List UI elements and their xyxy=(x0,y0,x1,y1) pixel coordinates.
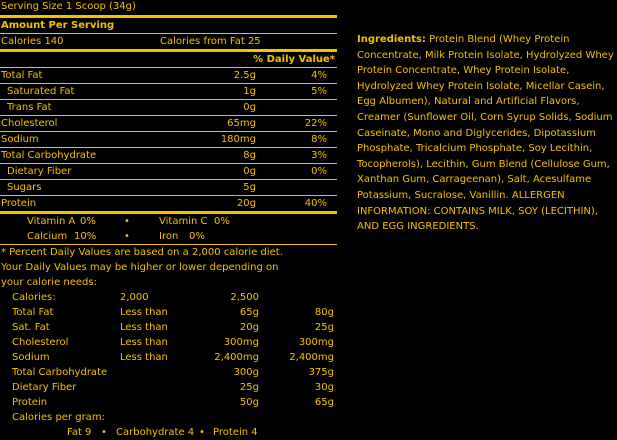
calories-from-fat: Calories from Fat 25 xyxy=(160,36,261,47)
protein-per-gram: Protein 4 xyxy=(213,427,258,438)
nutrient-daily-value: 3% xyxy=(311,150,327,161)
reference-table xyxy=(0,290,337,410)
reference-cell: 50g xyxy=(239,397,259,408)
reference-cell: 20g xyxy=(239,322,259,333)
amount-per-serving: Amount Per Serving xyxy=(1,20,115,31)
nutrient-label: Dietary Fiber xyxy=(7,166,72,177)
reference-cell: 2,400mg xyxy=(289,352,334,363)
calories-per-gram-label: Calories per gram: xyxy=(12,412,105,423)
footnote-line: Your Daily Values may be higher or lower depending on xyxy=(1,262,279,273)
nutrient-daily-value: 22% xyxy=(304,118,327,129)
reference-cell: 300mg xyxy=(298,337,334,348)
footnote-line: * Percent Daily Values are based on a 2,000 calorie diet. xyxy=(1,247,283,258)
reference-cell: 2,400mg xyxy=(214,352,259,363)
nutrient-label: Sodium xyxy=(1,134,39,145)
reference-row xyxy=(0,290,337,305)
nutrient-row xyxy=(0,67,337,83)
nutrient-label: Cholesterol xyxy=(1,118,58,129)
daily-value-header: % Daily Value* xyxy=(0,51,337,67)
nutrient-amount: 0g xyxy=(243,166,256,177)
nutrient-label: Total Fat xyxy=(1,70,43,81)
nutrient-daily-value: 40% xyxy=(304,198,327,209)
calories-per-gram-row xyxy=(0,425,337,440)
reference-row xyxy=(0,395,337,410)
fat-per-gram: Fat 9 xyxy=(67,427,92,438)
reference-cell: Calories: xyxy=(12,292,56,303)
nutrient-amount: 20g xyxy=(236,198,256,209)
ingredients-block xyxy=(357,32,617,235)
nutrient-amount: 5g xyxy=(243,182,256,193)
reference-cell: Cholesterol xyxy=(12,337,69,348)
nutrient-row xyxy=(0,179,337,195)
nutrient-daily-value: 8% xyxy=(311,134,327,145)
reference-cell: Sat. Fat xyxy=(12,322,50,333)
calories-row xyxy=(0,33,337,49)
nutrient-amount: 0g xyxy=(243,102,256,113)
reference-cell: 30g xyxy=(314,382,334,393)
nutrient-daily-value: 5% xyxy=(311,86,327,97)
nutrient-row xyxy=(0,163,337,179)
nutrient-row xyxy=(0,195,337,211)
nutrient-amount: 65mg xyxy=(227,118,256,129)
nutrient-row xyxy=(0,131,337,147)
nutrient-label: Total Carbohydrate xyxy=(1,150,97,161)
reference-cell: 2,000 xyxy=(120,292,149,303)
vitamin-a-label: Vitamin A xyxy=(27,216,76,227)
reference-cell: Less than xyxy=(120,322,168,333)
reference-cell: Less than xyxy=(120,352,168,363)
reference-row xyxy=(0,305,337,320)
bullet: • xyxy=(199,427,205,438)
reference-cell: 65g xyxy=(314,397,334,408)
nutrient-row xyxy=(0,83,337,99)
reference-cell: Total Carbohydrate xyxy=(12,367,108,378)
bullet: • xyxy=(124,216,130,227)
nutrient-label: Saturated Fat xyxy=(7,86,75,97)
ingredients-label: Ingredients: xyxy=(357,34,426,45)
nutrient-amount: 8g xyxy=(243,150,256,161)
nutrient-daily-value: 4% xyxy=(311,70,327,81)
nutrient-label: Sugars xyxy=(7,182,42,193)
calcium-label: Calcium xyxy=(27,231,68,242)
reference-cell: Total Fat xyxy=(12,307,54,318)
nutrient-amount: 2.5g xyxy=(233,70,256,81)
reference-cell: 25g xyxy=(239,382,259,393)
carbohydrate-per-gram: Carbohydrate 4 xyxy=(116,427,195,438)
reference-cell: Less than xyxy=(120,307,168,318)
vitamin-c-label: Vitamin C xyxy=(159,216,208,227)
nutrient-row xyxy=(0,115,337,131)
reference-cell: Less than xyxy=(120,337,168,348)
reference-cell: Sodium xyxy=(12,352,50,363)
nutrient-daily-value: 0% xyxy=(311,166,327,177)
nutrient-label: Protein xyxy=(1,198,37,209)
reference-cell: 25g xyxy=(314,322,334,333)
reference-row xyxy=(0,365,337,380)
vitamins-row-1 xyxy=(0,214,337,229)
reference-row xyxy=(0,335,337,350)
bullet: • xyxy=(124,231,130,242)
reference-row xyxy=(0,380,337,395)
calcium-value: 10% xyxy=(74,231,97,242)
nutrient-amount: 1g xyxy=(243,86,256,97)
reference-cell: Dietary Fiber xyxy=(12,382,77,393)
nutrient-row xyxy=(0,147,337,163)
nutrient-row xyxy=(0,99,337,115)
iron-label: Iron xyxy=(159,231,179,242)
reference-cell: Protein xyxy=(12,397,48,408)
serving-size: Serving Size 1 Scoop (34g) xyxy=(1,1,136,12)
footnote-line: your calorie needs: xyxy=(1,277,97,288)
vitamin-a-value: 0% xyxy=(80,216,96,227)
reference-cell: 80g xyxy=(314,307,334,318)
nutrient-label: Trans Fat xyxy=(7,102,52,113)
reference-row xyxy=(0,350,337,365)
bullet: • xyxy=(101,427,107,438)
calories: Calories 140 xyxy=(1,36,64,47)
reference-row xyxy=(0,320,337,335)
vitamins-row-2 xyxy=(0,229,337,244)
ingredients-text: Protein Blend (Whey Protein Concentrate, Milk Protein Isolate, Hydrolyzed Whey Protein Concentrate, Whey Protein Isolate, Hydrolyzed Whey Protein Isolate, Micellar Casein, Egg Albumen), Natural and Artificial Flavors, Creamer (Sunflower Oil, Corn Syrup Solids, Sodium Caseinate, Mono and Diglycerides, Dipotassium Phosphate, Tricalcium Phosphate, Soy Lecithin, Tocopherols), Lecithin, Gum Blend (Cellulose Gum, Xanthan Gum, Carrageenan), Salt, Acesulfame Potassium, Sucralose, Vanillin. ALLERGEN INFORMATION: CONTAINS MILK, SOY (LECITHIN), AND EGG INGREDIENTS. xyxy=(357,34,614,233)
iron-value: 0% xyxy=(189,231,205,242)
reference-cell: 300mg xyxy=(223,337,259,348)
nutrient-list xyxy=(0,67,337,211)
reference-cell: 300g xyxy=(233,367,259,378)
footnote xyxy=(0,245,337,440)
reference-cell: 375g xyxy=(308,367,334,378)
vitamin-c-value: 0% xyxy=(214,216,230,227)
nutrient-amount: 180mg xyxy=(220,134,256,145)
reference-cell: 65g xyxy=(239,307,259,318)
reference-cell: 2,500 xyxy=(230,292,259,303)
